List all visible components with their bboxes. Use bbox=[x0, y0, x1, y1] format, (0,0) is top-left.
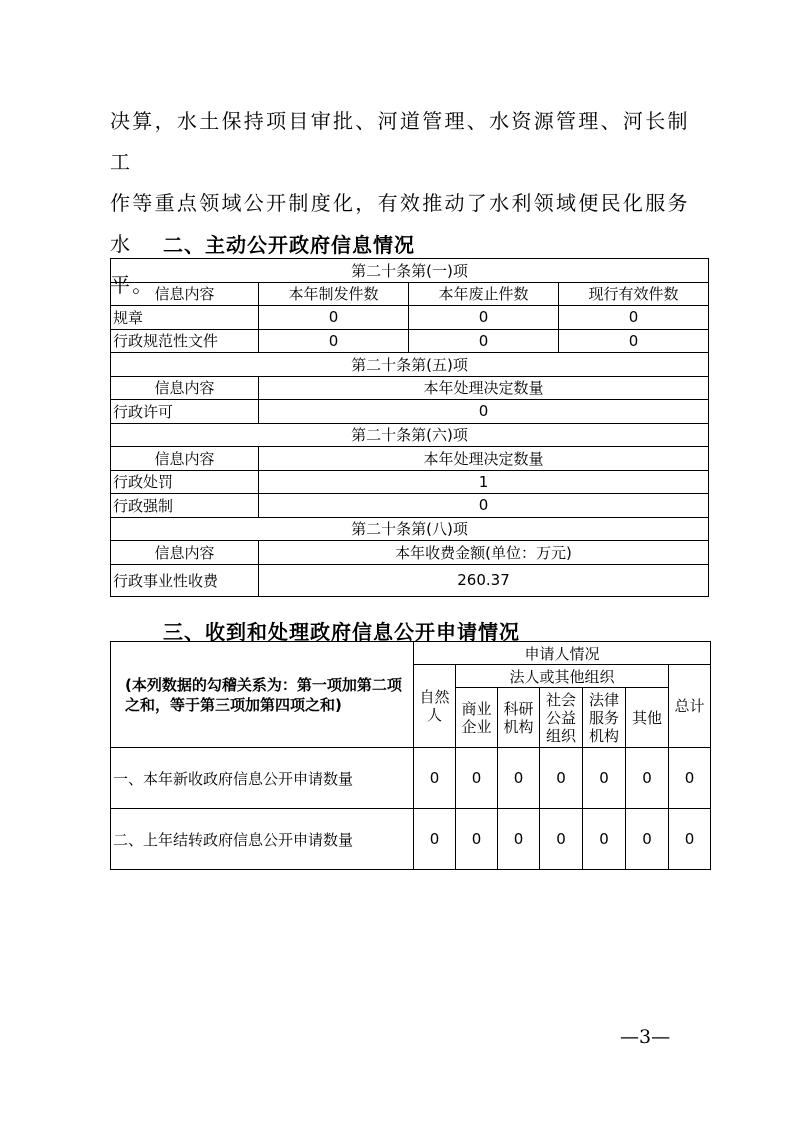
cell-value: 0 bbox=[559, 329, 709, 353]
cell-value: 0 bbox=[259, 306, 409, 330]
col-business: 商业企业 bbox=[456, 688, 498, 748]
col-total: 总计 bbox=[669, 665, 711, 748]
cell-value: 0 bbox=[456, 809, 498, 870]
cell-value: 0 bbox=[259, 329, 409, 353]
row-label: 行政规范性文件 bbox=[111, 329, 259, 353]
col-header-abolished: 本年废止件数 bbox=[409, 282, 559, 306]
proactive-disclosure-table bbox=[110, 258, 709, 597]
table-row bbox=[111, 306, 709, 330]
page-number: —3— bbox=[620, 1026, 671, 1048]
section-2-heading: 二、主动公开政府信息情况 bbox=[163, 233, 415, 257]
cell-value: 0 bbox=[259, 494, 709, 518]
row-label: 二、上年结转政府信息公开申请数量 bbox=[111, 809, 414, 870]
col-public-welfare: 社会公益组织 bbox=[540, 688, 583, 748]
col-header-content: 信息内容 bbox=[111, 541, 259, 565]
cell-value: 0 bbox=[583, 748, 626, 809]
col-research: 科研机构 bbox=[498, 688, 540, 748]
cell-value: 0 bbox=[669, 809, 711, 870]
table-row bbox=[111, 329, 709, 353]
col-header-content: 信息内容 bbox=[111, 376, 259, 400]
table-row bbox=[111, 748, 711, 809]
article-5-title: 第二十条第(五)项 bbox=[111, 353, 709, 377]
row-label: 一、本年新收政府信息公开申请数量 bbox=[111, 748, 414, 809]
cell-value: 0 bbox=[409, 329, 559, 353]
cell-value: 0 bbox=[540, 748, 583, 809]
col-header-content: 信息内容 bbox=[111, 447, 259, 471]
cell-value: 0 bbox=[583, 809, 626, 870]
cell-value: 0 bbox=[498, 809, 540, 870]
paragraph-line-3: 平。 bbox=[110, 273, 155, 297]
row-label: 行政处罚 bbox=[111, 470, 259, 494]
col-header-valid: 现行有效件数 bbox=[559, 282, 709, 306]
cell-value: 1 bbox=[259, 470, 709, 494]
cell-value: 0 bbox=[498, 748, 540, 809]
col-header-decisions: 本年处理决定数量 bbox=[259, 447, 709, 471]
cell-value: 0 bbox=[409, 306, 559, 330]
cell-value: 0 bbox=[559, 306, 709, 330]
cell-value: 0 bbox=[669, 748, 711, 809]
col-header-content: 信息内容 bbox=[111, 282, 259, 306]
row-label: 规章 bbox=[111, 306, 259, 330]
cell-value: 0 bbox=[259, 400, 709, 424]
cell-value: 0 bbox=[626, 748, 669, 809]
table-row bbox=[111, 494, 709, 518]
article-8-title: 第二十条第(八)项 bbox=[111, 517, 709, 541]
col-natural-person: 自然人 bbox=[414, 665, 456, 748]
paragraph-line-1: 决算，水土保持项目审批、河道管理、水资源管理、河长制工 bbox=[110, 109, 690, 174]
col-header-fee-amount: 本年收费金额(单位：万元) bbox=[259, 541, 709, 565]
table-row bbox=[111, 400, 709, 424]
article-6-title: 第二十条第(六)项 bbox=[111, 423, 709, 447]
table-row bbox=[111, 470, 709, 494]
cell-value: 0 bbox=[414, 748, 456, 809]
cell-value: 260.37 bbox=[259, 564, 709, 596]
col-header-decisions: 本年处理决定数量 bbox=[259, 376, 709, 400]
cell-value: 0 bbox=[414, 809, 456, 870]
row-label: 行政事业性收费 bbox=[111, 564, 259, 596]
col-legal-service: 法律服务机构 bbox=[583, 688, 626, 748]
table-row bbox=[111, 809, 711, 870]
consistency-note: (本列数据的勾稽关系为：第一项加第二项之和，等于第三项加第四项之和) bbox=[111, 642, 414, 748]
legal-entity-header: 法人或其他组织 bbox=[456, 665, 669, 688]
application-table bbox=[110, 641, 711, 870]
table-row bbox=[111, 564, 709, 596]
col-header-issued: 本年制发件数 bbox=[259, 282, 409, 306]
cell-value: 0 bbox=[456, 748, 498, 809]
applicant-header: 申请人情况 bbox=[414, 642, 711, 665]
row-label: 行政强制 bbox=[111, 494, 259, 518]
section-3-heading: 三、收到和处理政府信息公开申请情况 bbox=[163, 620, 520, 644]
row-label: 行政许可 bbox=[111, 400, 259, 424]
col-other: 其他 bbox=[626, 688, 669, 748]
cell-value: 0 bbox=[626, 809, 669, 870]
cell-value: 0 bbox=[540, 809, 583, 870]
article-1-title: 第二十条第(一)项 bbox=[111, 259, 709, 283]
paragraph-line-2: 作等重点领域公开制度化，有效推动了水利领域便民化服务水 bbox=[110, 191, 690, 256]
